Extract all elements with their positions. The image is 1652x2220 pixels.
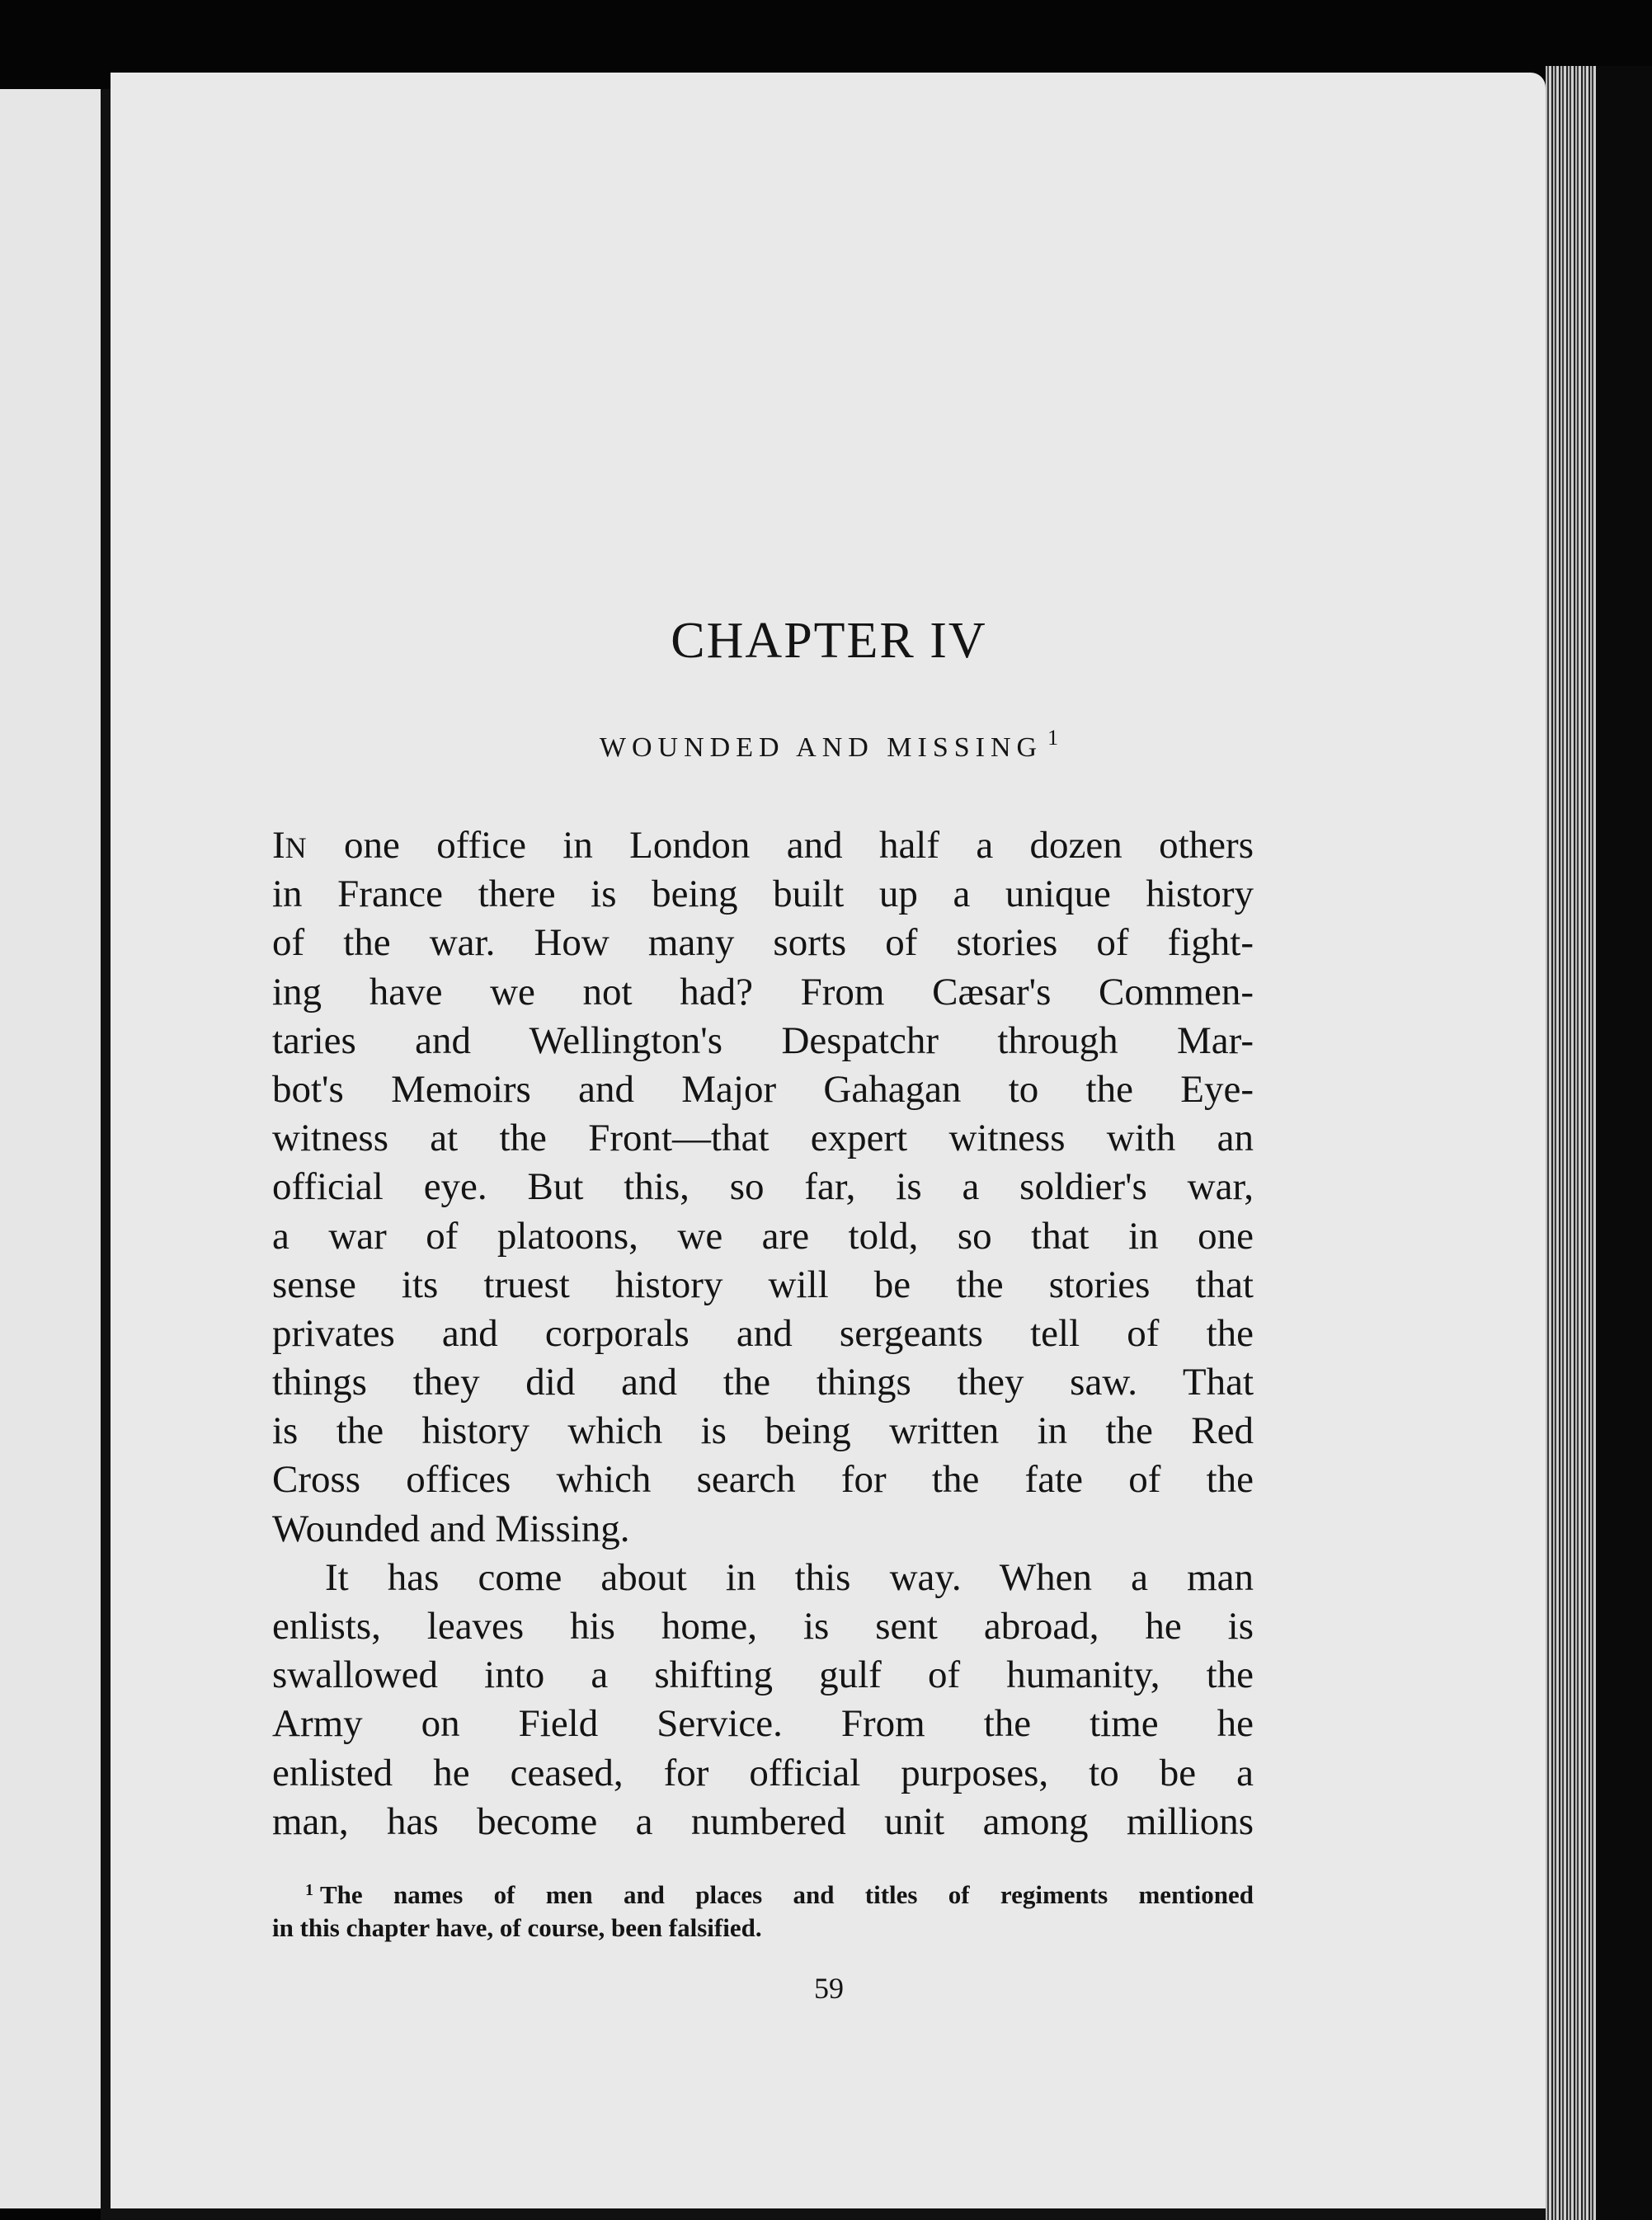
footnote-reference-marker: 1 — [1047, 726, 1059, 750]
paragraph-line: enlisted he ceased, for official purposes, to be a — [272, 1751, 1254, 1794]
paragraph-line: a war of platoons, we are told, so that in one — [272, 1214, 1254, 1258]
scan-right-shadow — [1596, 66, 1652, 2220]
footnote-line: in this chapter have, of course, been falsified. — [272, 1913, 762, 1942]
paragraph-line — [272, 821, 1254, 870]
paragraph-line: Army on Field Service. From the time he — [272, 1702, 1254, 1746]
paragraph-line: is the history which is being written in the Red — [272, 1409, 1254, 1453]
paragraph-line: swallowed into a shifting gulf of humanity, the — [272, 1653, 1254, 1697]
paragraph-line: privates and corporals and sergeants tell of the — [272, 1311, 1254, 1355]
paragraph-line: Cross offices which search for the fate of the — [272, 1458, 1254, 1502]
paragraph-line: bot's Memoirs and Major Gahagan to the Eye- — [272, 1067, 1254, 1111]
smallcap-letter: N — [285, 831, 308, 864]
paragraph-line: sense its truest history will be the stories that — [272, 1263, 1254, 1306]
drop-initial: I — [272, 824, 285, 867]
footnote — [272, 1874, 1254, 1945]
paragraph-line: enlists, leaves his home, is sent abroad, he is — [272, 1605, 1254, 1648]
paragraph-line: official eye. But this, so far, is a soldier's war, — [272, 1165, 1254, 1209]
facing-page-edge — [0, 89, 101, 2208]
paragraph-line: man, has become a numbered unit among millions — [272, 1799, 1254, 1843]
book-gutter — [101, 89, 111, 2220]
page-number: 59 — [814, 1972, 844, 2005]
paragraph-line: witness at the Front—that expert witness with an — [272, 1117, 1254, 1160]
paragraph-line: ing have we not had? From Cæsar's Commen- — [272, 970, 1254, 1014]
page-bottom-shadow — [111, 2208, 1546, 2220]
paragraph-line: It has come about in this way. When a man — [325, 1555, 1254, 1599]
footnote-line — [272, 1874, 1254, 1912]
paragraph-line: in France there is being built up a unique history — [272, 872, 1254, 916]
chapter-body-text — [272, 821, 1254, 1846]
footnote-marker: 1 — [305, 1881, 313, 1899]
paragraph-line: taries and Wellington's Despatchr through Mar- — [272, 1018, 1254, 1062]
paragraph-line: of the war. How many sorts of stories of fight- — [272, 921, 1254, 965]
paragraph-line: things they did and the things they saw. That — [272, 1361, 1254, 1404]
chapter-title: CHAPTER IV — [671, 613, 987, 669]
paragraph-line-text: one office in London and half a dozen others — [307, 824, 1254, 867]
paragraph-line: Wounded and Missing. — [272, 1507, 630, 1550]
footnote-line-text: The names of men and places and titles of regiments mentioned — [320, 1880, 1254, 1909]
chapter-subtitle-text: WOUNDED AND MISSING — [599, 732, 1043, 763]
chapter-subtitle — [111, 726, 1547, 764]
